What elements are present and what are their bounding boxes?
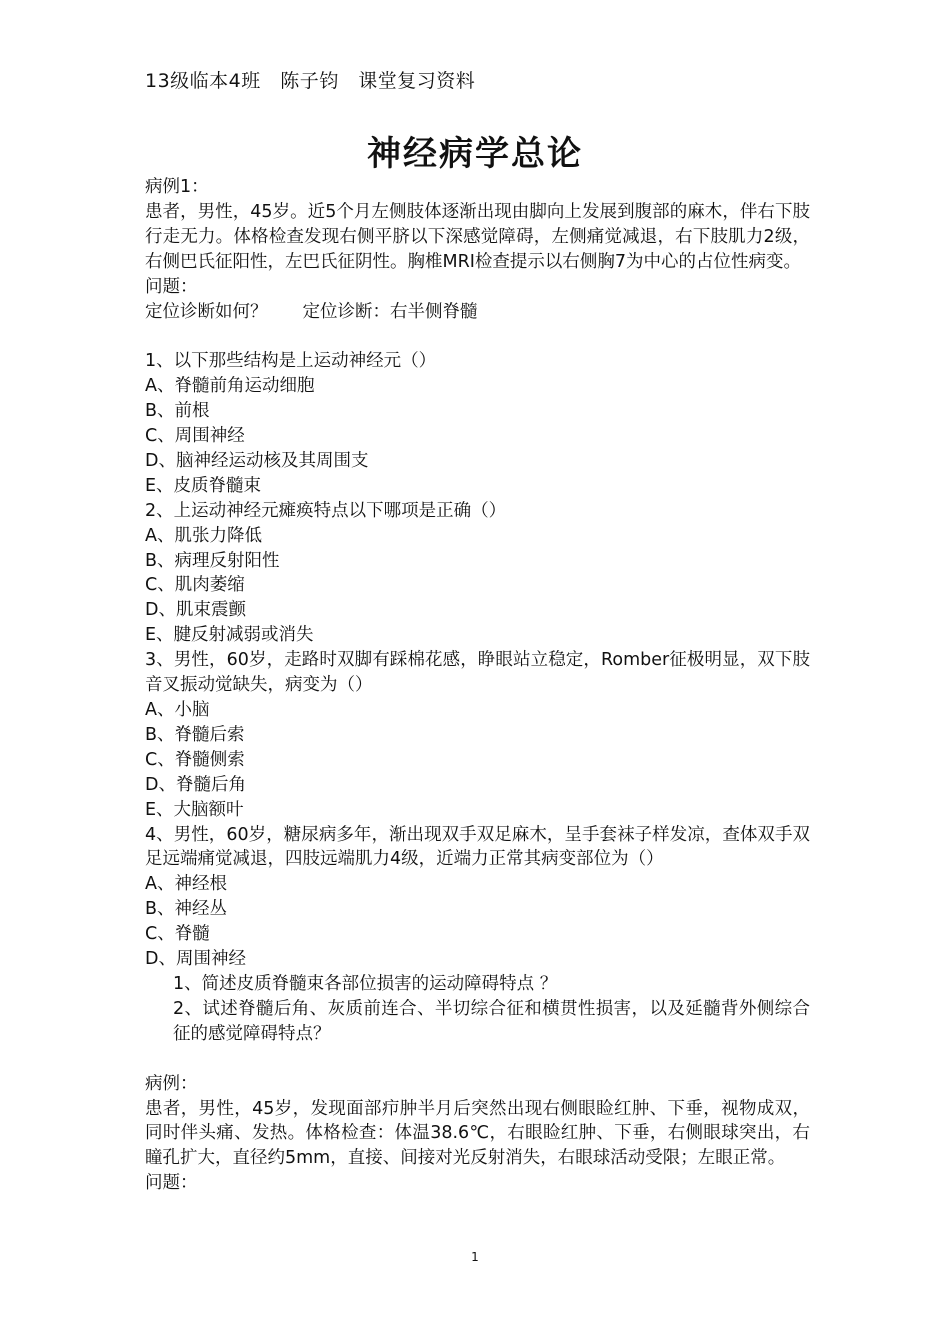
option: D、肌束震颤	[145, 600, 246, 621]
case1-qa: 定位诊断如何？ 定位诊断：右半侧脊髓	[145, 301, 478, 322]
option: A、小脑	[145, 700, 210, 721]
question-stem: 2、上运动神经元瘫痪特点以下哪项是正确（）	[145, 500, 507, 521]
option: B、脊髓后索	[145, 724, 245, 745]
short-answer-1: 1、简述皮质脊髓束各部位损害的运动障碍特点 ？	[173, 973, 558, 994]
question-3	[145, 648, 810, 822]
option: C、脊髓侧索	[145, 749, 245, 770]
option: D、脊髓后角	[145, 774, 246, 795]
case1-text: 患者，男性，45岁。近5个月左侧肢体逐渐出现由脚向上发展到腹部的麻木，伴右下肢行走无力。体格检查发现右侧平脐以下深感觉障碍，左侧痛觉减退，右下肢肌力2级，右侧巴氏征阳性，左巴氏征阴性。胸椎MRI检查提示以右侧胸7为中心的占位性病变。	[145, 201, 810, 272]
question-stem: 1、以下那些结构是上运动神经元（）	[145, 351, 437, 372]
case1-question-label: 问题：	[145, 276, 198, 297]
option: E、皮质脊髓束	[145, 475, 262, 496]
case2-question-label: 问题：	[145, 1173, 198, 1194]
option: E、腱反射减弱或消失	[145, 625, 314, 646]
question-1	[145, 349, 810, 498]
option: D、脑神经运动核及其周围支	[145, 450, 369, 471]
option: D、周围神经	[145, 949, 246, 970]
question-stem: 3、男性，60岁，走路时双脚有踩棉花感，睁眼站立稳定，Romber征极明显，双下肢音叉振动觉缺失，病变为（）	[145, 650, 810, 696]
question-stem: 4、男性，60岁，糖尿病多年，渐出现双手双足麻木，呈手套袜子样发凉，查体双手双足远端痛觉减退，四肢远端肌力4级，近端力正常其病变部位为（）	[145, 824, 810, 870]
spacer	[145, 324, 810, 349]
option: B、神经丛	[145, 899, 228, 920]
question-4	[145, 823, 810, 972]
option: C、脊髓	[145, 924, 210, 945]
option: B、前根	[145, 401, 210, 422]
option: A、神经根	[145, 874, 227, 895]
option: C、周围神经	[145, 426, 245, 447]
option: E、大脑额叶	[145, 799, 244, 820]
case2-text: 患者，男性，45岁，发现面部疖肿半月后突然出现右侧眼睑红肿、下垂，视物成双，同时伴头痛、发热。体格检查：体温38.6℃，右眼睑红肿、下垂，右侧眼球突出，右瞳孔扩大，直径约5mm，直接、间接对光反射消失，右眼球活动受限；左眼正常。	[145, 1098, 810, 1169]
short-answer-2: 2、试述脊髓后角、灰质前连合、半切综合征和横贯性损害，以及延髓背外侧综合征的感觉障碍特点？	[173, 998, 810, 1044]
case1-label: 病例1：	[145, 177, 209, 197]
page-title: 神经病学总论	[367, 134, 583, 174]
option: A、肌张力降低	[145, 525, 262, 546]
document-header: 13级临本4班 陈子钧 课堂复习资料	[145, 70, 476, 92]
option: C、肌肉萎缩	[145, 575, 245, 596]
option: A、脊髓前角运动细胞	[145, 376, 315, 397]
page-number: 1	[471, 1250, 479, 1264]
option: B、病理反射阳性	[145, 550, 280, 571]
question-2	[145, 499, 810, 648]
spacer	[145, 1047, 810, 1072]
case2-label: 病例：	[145, 1073, 198, 1094]
document-body	[145, 175, 810, 1196]
